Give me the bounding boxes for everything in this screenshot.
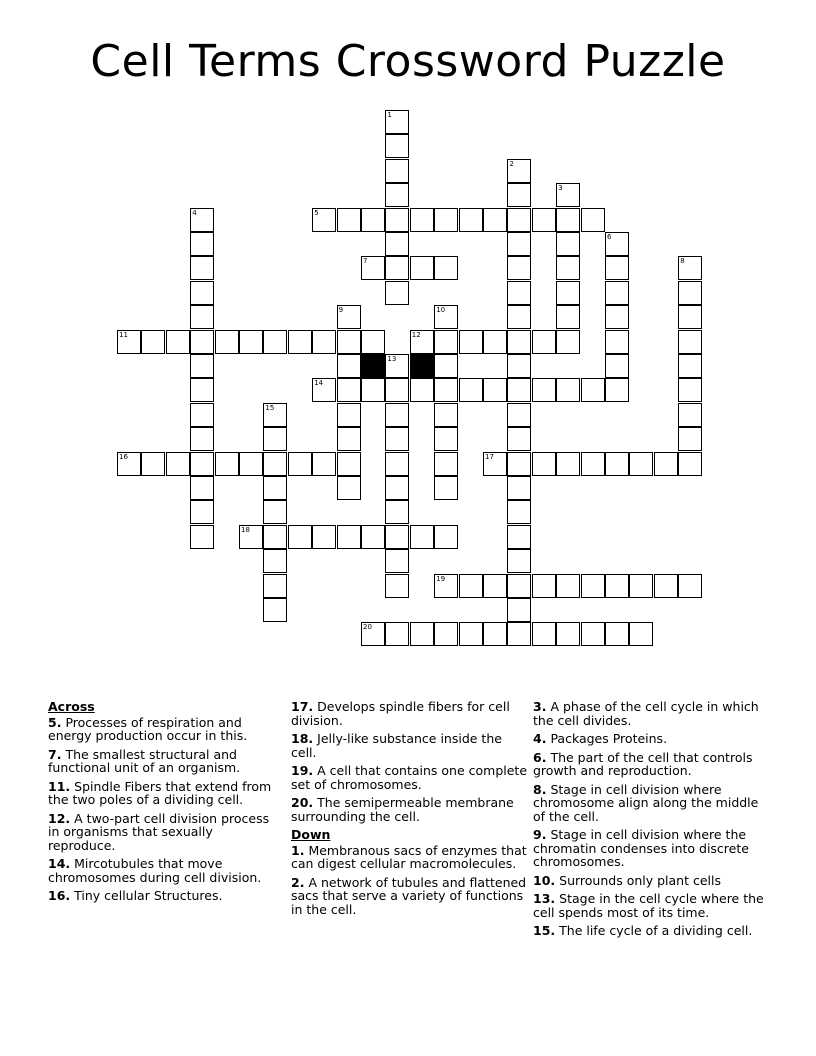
grid-cell[interactable]: [532, 378, 556, 402]
grid-cell[interactable]: [532, 574, 556, 598]
clue-number: 20: [363, 623, 372, 632]
clue-across-20: 20. The semipermeable membrane surrounding the cell.: [291, 795, 514, 824]
grid-cell[interactable]: [434, 525, 458, 549]
grid-cell[interactable]: [556, 281, 580, 305]
grid-cell[interactable]: [605, 232, 629, 256]
grid-cell[interactable]: [190, 476, 214, 500]
grid-cell[interactable]: [678, 354, 702, 378]
grid-cell[interactable]: [678, 330, 702, 354]
clue-across-12: 12. A two-part cell division process in organisms that sexually reproduce.: [48, 810, 270, 853]
grid-cell[interactable]: [337, 354, 361, 378]
grid-cell[interactable]: [678, 452, 702, 476]
clue-number: 18: [241, 525, 250, 534]
grid-cell[interactable]: [459, 574, 483, 598]
grid-cell[interactable]: [312, 452, 336, 476]
grid-cell[interactable]: [385, 574, 409, 598]
grid-cell[interactable]: [507, 378, 531, 402]
grid-cell[interactable]: [507, 598, 531, 622]
puzzle-title: Cell Terms Crossword Puzzle: [90, 36, 726, 87]
grid-cell[interactable]: [141, 452, 165, 476]
grid-cell[interactable]: [385, 427, 409, 451]
clue-number: 14: [314, 379, 324, 388]
grid-cell[interactable]: [483, 330, 507, 354]
grid-cell[interactable]: [190, 525, 214, 549]
grid-cell[interactable]: [190, 208, 214, 232]
grid-cell[interactable]: [483, 452, 507, 476]
grid-cell[interactable]: [337, 403, 361, 427]
grid-cell[interactable]: [556, 183, 580, 207]
grid-cell[interactable]: [263, 549, 287, 573]
grid-cell[interactable]: [263, 598, 287, 622]
grid-cell[interactable]: [215, 452, 239, 476]
grid-cell[interactable]: [629, 452, 653, 476]
clue-across-5: 5. Processes of respiration and energy production occur in this.: [48, 714, 248, 743]
grid-cell[interactable]: [337, 525, 361, 549]
grid-cell[interactable]: [507, 354, 531, 378]
grid-cell[interactable]: [532, 452, 556, 476]
grid-cell[interactable]: [459, 378, 483, 402]
grid-cell[interactable]: [385, 110, 409, 134]
clue-down-3: 3. A phase of the cell cycle in which the cell divides.: [533, 699, 759, 728]
grid-cell[interactable]: [532, 330, 556, 354]
grid-cell[interactable]: [410, 378, 434, 402]
grid-cell[interactable]: [532, 622, 556, 646]
grid-cell[interactable]: [190, 232, 214, 256]
grid-cell[interactable]: [312, 525, 336, 549]
grid-cell[interactable]: [507, 525, 531, 549]
grid-cell[interactable]: [263, 403, 287, 427]
clue-down-10: 10. Surrounds only plant cells: [533, 872, 721, 888]
grid-cell[interactable]: [410, 622, 434, 646]
grid-cell[interactable]: [434, 574, 458, 598]
black-square: [410, 354, 434, 378]
grid-cell[interactable]: [190, 452, 214, 476]
clue-down-2: 2. A network of tubules and flattened sacs that serve a variety of functions in the cell.: [291, 874, 527, 917]
grid-cell[interactable]: [605, 305, 629, 329]
grid-cell[interactable]: [459, 208, 483, 232]
grid-cell[interactable]: [556, 256, 580, 280]
grid-cell[interactable]: [337, 427, 361, 451]
grid-cell[interactable]: [581, 622, 605, 646]
clue-down-1: 1. Membranous sacs of enzymes that can digest cellular macromolecules.: [291, 842, 527, 871]
clue-down-8: 8. Stage in cell division where chromosome align along the middle of the cell.: [533, 781, 759, 824]
grid-cell[interactable]: [678, 574, 702, 598]
grid-cell[interactable]: [507, 622, 531, 646]
clues-column-3: [533, 700, 769, 943]
grid-cell[interactable]: [410, 330, 434, 354]
grid-cell[interactable]: [385, 256, 409, 280]
grid-cell[interactable]: [678, 305, 702, 329]
clue-number: 13: [387, 355, 397, 363]
grid-cell[interactable]: [434, 452, 458, 476]
grid-cell[interactable]: [507, 476, 531, 500]
grid-cell[interactable]: [581, 574, 605, 598]
grid-cell[interactable]: [263, 452, 287, 476]
clue-number: 2: [509, 159, 514, 168]
grid-cell[interactable]: [459, 622, 483, 646]
grid-cell[interactable]: [385, 159, 409, 183]
grid-cell[interactable]: [605, 256, 629, 280]
clue-down-6: 6. The part of the cell that controls growth and reproduction.: [533, 749, 753, 778]
grid-cell[interactable]: [507, 549, 531, 573]
grid-cell[interactable]: [288, 330, 312, 354]
grid-cell[interactable]: [605, 330, 629, 354]
grid-cell[interactable]: [605, 622, 629, 646]
grid-cell[interactable]: [263, 476, 287, 500]
grid-cell[interactable]: [190, 330, 214, 354]
grid-cell[interactable]: [117, 452, 141, 476]
grid-cell[interactable]: [385, 476, 409, 500]
grid-cell[interactable]: [141, 330, 165, 354]
grid-cell[interactable]: [434, 476, 458, 500]
grid-cell[interactable]: [190, 403, 214, 427]
grid-cell[interactable]: [629, 574, 653, 598]
grid-cell[interactable]: [410, 256, 434, 280]
grid-cell[interactable]: [410, 525, 434, 549]
grid-cell[interactable]: [190, 500, 214, 524]
grid-cell[interactable]: [678, 427, 702, 451]
clue-number: 10: [436, 306, 446, 315]
clue-number: 8: [680, 257, 685, 266]
grid-cell[interactable]: [385, 232, 409, 256]
grid-cell[interactable]: [410, 208, 434, 232]
clue-number: 11: [119, 330, 128, 339]
clue-number: 9: [338, 306, 344, 315]
grid-cell[interactable]: [605, 281, 629, 305]
down-header: Down: [291, 827, 331, 842]
grid-cell[interactable]: [288, 452, 312, 476]
grid-cell[interactable]: [190, 256, 214, 280]
grid-cell[interactable]: [239, 452, 263, 476]
grid-cell[interactable]: [361, 622, 385, 646]
clue-number: 16: [119, 452, 128, 461]
clue-across-16: 16. Tiny cellular Structures.: [48, 888, 223, 903]
clue-number: 15: [265, 403, 275, 412]
clue-down-15: 15. The life cycle of a dividing cell.: [533, 923, 753, 938]
grid-cell[interactable]: [337, 330, 361, 354]
grid-cell[interactable]: [507, 500, 531, 524]
grid-cell[interactable]: [190, 427, 214, 451]
grid-cell[interactable]: [507, 183, 531, 207]
grid-cell[interactable]: [507, 574, 531, 598]
clues-column-2: [291, 700, 527, 921]
clue-down-9: 9. Stage in cell division where the chromatin condenses into discrete chromosomes.: [533, 827, 749, 869]
grid-cell[interactable]: [507, 208, 531, 232]
grid-cell[interactable]: [629, 622, 653, 646]
grid-cell[interactable]: [385, 549, 409, 573]
grid-cell[interactable]: [483, 574, 507, 598]
grid-cell[interactable]: [483, 208, 507, 232]
grid-cell[interactable]: [263, 330, 287, 354]
clue-number: 19: [436, 574, 446, 583]
grid-cell[interactable]: [581, 452, 605, 476]
grid-cell[interactable]: [678, 281, 702, 305]
grid-cell[interactable]: [385, 281, 409, 305]
grid-cell[interactable]: [556, 452, 580, 476]
grid-cell[interactable]: [190, 378, 214, 402]
clue-across-18: 18. Jelly-like substance inside the cell.: [291, 731, 502, 760]
grid-cell[interactable]: [507, 159, 531, 183]
grid-cell[interactable]: [532, 208, 556, 232]
grid-cell[interactable]: [312, 378, 336, 402]
grid-cell[interactable]: [263, 500, 287, 524]
clue-across-14: 14. Mircotubules that move chromosomes during cell division.: [48, 856, 262, 885]
clue-number: 4: [192, 208, 197, 217]
grid-cell[interactable]: [581, 378, 605, 402]
grid-cell[interactable]: [263, 427, 287, 451]
grid-cell[interactable]: [605, 574, 629, 598]
grid-cell[interactable]: [556, 305, 580, 329]
grid-cell[interactable]: [166, 452, 190, 476]
grid-cell[interactable]: [190, 354, 214, 378]
grid-cell[interactable]: [434, 378, 458, 402]
grid-cell[interactable]: [312, 330, 336, 354]
grid-cell[interactable]: [581, 208, 605, 232]
grid-cell[interactable]: [361, 378, 385, 402]
grid-cell[interactable]: [507, 427, 531, 451]
clues-column-1: [48, 700, 284, 908]
grid-cell[interactable]: [385, 500, 409, 524]
grid-cell[interactable]: [385, 452, 409, 476]
grid-cell[interactable]: [239, 525, 263, 549]
grid-cell[interactable]: [361, 256, 385, 280]
grid-cell[interactable]: [117, 330, 141, 354]
grid-cell[interactable]: [654, 574, 678, 598]
grid-cell[interactable]: [361, 330, 385, 354]
grid-cell[interactable]: [385, 525, 409, 549]
grid-cell[interactable]: [678, 403, 702, 427]
across-header: Across: [48, 699, 95, 714]
grid-cell[interactable]: [361, 208, 385, 232]
grid-cell[interactable]: [459, 330, 483, 354]
grid-cell[interactable]: [434, 403, 458, 427]
clue-across-17: 17. Develops spindle fibers for cell division.: [291, 699, 510, 728]
grid-cell[interactable]: [654, 452, 678, 476]
grid-cell[interactable]: [507, 403, 531, 427]
grid-cell[interactable]: [483, 378, 507, 402]
grid-cell[interactable]: [337, 476, 361, 500]
grid-cell[interactable]: [361, 525, 385, 549]
grid-cell[interactable]: [312, 208, 336, 232]
grid-cell[interactable]: [678, 378, 702, 402]
clue-down-13: 13. Stage in the cell cycle where the cell spends most of its time.: [533, 891, 764, 920]
grid-cell[interactable]: [337, 208, 361, 232]
grid-cell[interactable]: [337, 452, 361, 476]
grid-cell[interactable]: [605, 354, 629, 378]
grid-cell[interactable]: [434, 354, 458, 378]
clue-down-4: 4. Packages Proteins.: [533, 731, 668, 746]
grid-cell[interactable]: [337, 378, 361, 402]
grid-cell[interactable]: [263, 574, 287, 598]
grid-cell[interactable]: [385, 622, 409, 646]
clue-number: 3: [558, 184, 563, 193]
grid-cell[interactable]: [556, 330, 580, 354]
grid-cell[interactable]: [507, 305, 531, 329]
grid-cell[interactable]: [190, 281, 214, 305]
grid-cell[interactable]: [385, 183, 409, 207]
grid-cell[interactable]: [556, 622, 580, 646]
grid-cell[interactable]: [166, 330, 190, 354]
grid-cell[interactable]: [263, 525, 287, 549]
grid-cell[interactable]: [385, 403, 409, 427]
grid-cell[interactable]: [605, 378, 629, 402]
clue-number: 1: [387, 111, 392, 119]
grid-cell[interactable]: [385, 134, 409, 158]
grid-cell[interactable]: [556, 574, 580, 598]
grid-cell[interactable]: [507, 232, 531, 256]
grid-cell[interactable]: [434, 330, 458, 354]
grid-cell[interactable]: [507, 281, 531, 305]
black-square: [361, 354, 385, 378]
clue-number: 6: [607, 233, 612, 241]
grid-cell[interactable]: [337, 305, 361, 329]
grid-cell[interactable]: [556, 378, 580, 402]
grid-cell[interactable]: [288, 525, 312, 549]
clue-number: 5: [314, 208, 319, 217]
grid-cell[interactable]: [678, 256, 702, 280]
clue-across-19: 19. A cell that contains one complete set of chromosomes.: [291, 763, 528, 792]
clue-number: 7: [363, 257, 368, 266]
grid-cell[interactable]: [190, 305, 214, 329]
grid-cell[interactable]: [507, 452, 531, 476]
grid-cell[interactable]: [434, 622, 458, 646]
grid-cell[interactable]: [385, 354, 409, 378]
clue-across-7: 7. The smallest structural and functional unit of an organism.: [48, 746, 241, 775]
grid-cell[interactable]: [385, 208, 409, 232]
grid-cell[interactable]: [434, 427, 458, 451]
grid-cell[interactable]: [434, 256, 458, 280]
grid-cell[interactable]: [605, 452, 629, 476]
grid-cell[interactable]: [556, 208, 580, 232]
grid-cell[interactable]: [239, 330, 263, 354]
clue-across-11: 11. Spindle Fibers that extend from the two poles of a dividing cell.: [48, 778, 272, 807]
clue-number: 12: [411, 330, 421, 339]
grid-cell[interactable]: [507, 330, 531, 354]
grid-cell[interactable]: [483, 622, 507, 646]
grid-cell[interactable]: [507, 256, 531, 280]
grid-cell[interactable]: [434, 208, 458, 232]
grid-cell[interactable]: [215, 330, 239, 354]
clue-number: 17: [485, 452, 494, 461]
grid-cell[interactable]: [385, 378, 409, 402]
grid-cell[interactable]: [434, 305, 458, 329]
grid-cell[interactable]: [556, 232, 580, 256]
